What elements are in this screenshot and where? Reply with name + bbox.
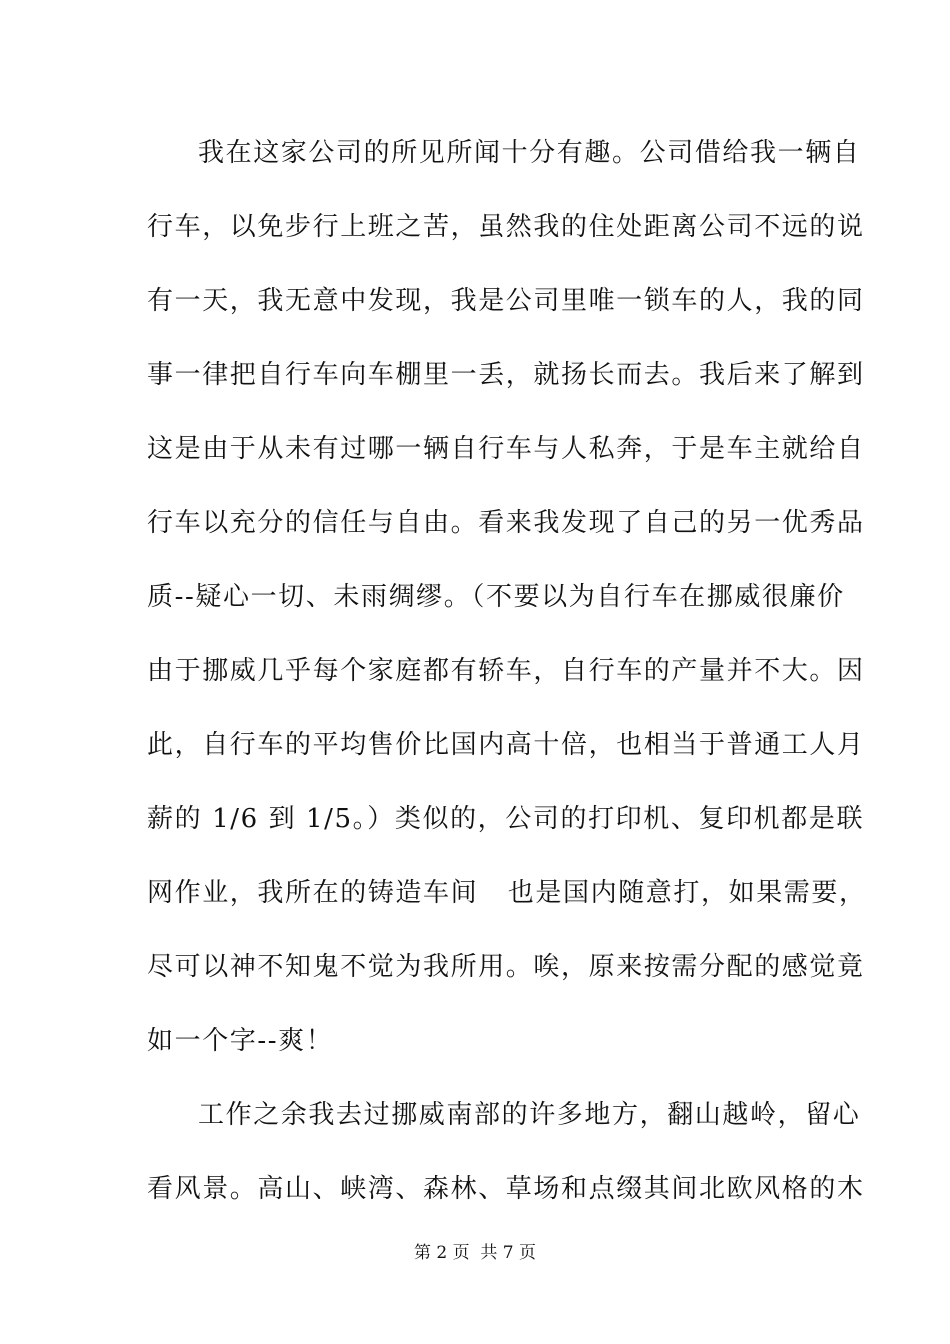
paragraph-1-line-9: 此，自行车的平均售价比国内高十倍，也相当于普通工人月 <box>147 730 865 760</box>
paragraph-1-line-13: 如一个字--爽！ <box>147 1026 334 1056</box>
paragraph-1-line-6: 行车以充分的信任与自由。看来我发现了自己的另一优秀品 <box>147 508 865 538</box>
paragraph-1-line-5: 这是由于从未有过哪一辆自行车与人私奔，于是车主就给自 <box>147 434 865 464</box>
paragraph-2-line-1: 工作之余我去过挪威南部的许多地方，翻山越岭，留心 <box>198 1100 861 1130</box>
paragraph-1-line-4: 事一律把自行车向车棚里一丢，就扬长而去。我后来了解到 <box>147 360 865 390</box>
paragraph-1-line-11: 网作业，我所在的铸造车间 也是国内随意打，如果需要， <box>147 878 867 908</box>
paragraph-1-line-7: 质--疑心一切、未雨绸缪。（不要以为自行车在挪威很廉价 <box>147 582 845 612</box>
paragraph-1-line-12: 尽可以神不知鬼不觉为我所用。唉，原来按需分配的感觉竟 <box>147 952 865 982</box>
paragraph-2-line-2: 看风景。高山、峡湾、森林、草场和点缀其间北欧风格的木 <box>147 1174 865 1204</box>
paragraph-1-line-8: 由于挪威几乎每个家庭都有轿车，自行车的产量并不大。因 <box>147 656 865 686</box>
paragraph-1-line-1: 我在这家公司的所见所闻十分有趣。公司借给我一辆自 <box>198 138 861 168</box>
paragraph-1-line-3: 有一天，我无意中发现，我是公司里唯一锁车的人，我的同 <box>147 286 865 316</box>
page-number-footer: 第 2 页 共 7 页 <box>413 1243 537 1263</box>
paragraph-1-line-2: 行车，以免步行上班之苦，虽然我的住处距离公司不远的说 <box>147 212 865 242</box>
paragraph-1-line-10: 薪的 1/6 到 1/5。）类似的，公司的打印机、复印机都是联 <box>147 804 865 834</box>
